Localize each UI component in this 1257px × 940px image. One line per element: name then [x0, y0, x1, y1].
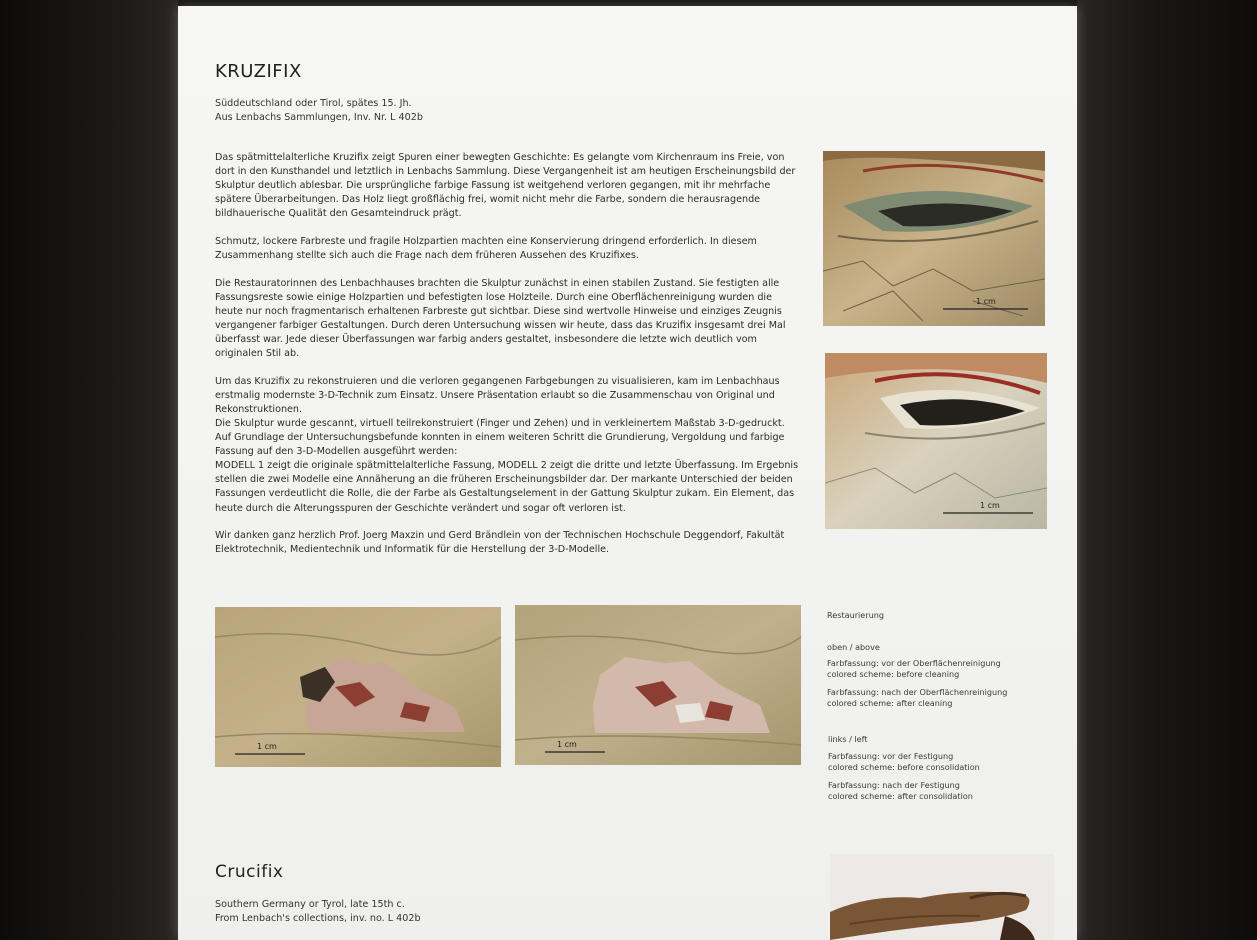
caption-left-item-2 — [828, 780, 973, 802]
scale-label-3: 1 cm — [257, 742, 277, 751]
caption-text-de: Farbfassung: vor der Oberflächenreinigung — [827, 658, 1001, 668]
subtitle — [215, 97, 423, 124]
dark-frame-right — [1077, 0, 1257, 940]
paragraph-history: Das spätmittelalterliche Kruzifix zeigt Spuren einer bewegten Geschichte: Es gelangte vom Kirchenraum ins Freie, von dort in den Kunsthandel und letztlich in Lenbachs Sammlung. Diese Vergangenheit ist am heutigen Erscheinungsbild der Skulptur deutlich ablesbar. Die ursprüngliche farbige Fassung ist weitgehend verloren gegangen, mit ihr mehrfache spätere Überarbeitungen. Das Holz liegt großflächig frei, womit nicht mehr die Farbe, sondern die herausragende bildhauerische Qualität den Gesamteindruck prägt. — [215, 152, 796, 220]
photo-detail-after-consolidation — [515, 605, 801, 765]
paragraph-acknowledgement: Wir danken ganz herzlich Prof. Joerg Maxzin und Gerd Brändlein von der Technischen Hochschule Deggendorf, Fakultät Elektrotechnik, Medientechnik und Informatik für die Herstellung der 3-D-Modelle. — [215, 530, 785, 556]
photo-eye-before-cleaning — [823, 151, 1045, 326]
caption-text-de: Farbfassung: vor der Festigung — [828, 751, 954, 761]
caption-text-en: colored scheme: before cleaning — [827, 669, 960, 679]
subtitle-inventory: Aus Lenbachs Sammlungen, Inv. Nr. L 402b — [215, 111, 423, 123]
caption-left-item-1 — [828, 751, 980, 773]
exhibition-panel — [178, 6, 1077, 940]
photo-sculpture-detail-image — [830, 854, 1054, 940]
english-subtitle-origin: Southern Germany or Tyrol, late 15th c. — [215, 899, 405, 910]
dark-frame-left — [0, 0, 178, 940]
caption-text-de: Farbfassung: nach der Festigung — [828, 780, 960, 790]
caption-above-label: oben / above — [827, 642, 880, 652]
paragraph-restoration: Die Restauratorinnen des Lenbachhauses brachten die Skulptur zunächst in einen stabilen Zustand. Sie festigten alle Fassungsreste sowie einige Holzpartien und befestigten lose Holzteile. Durch eine Oberflächenreinigung wurden die heute nur noch fragmentarisch erhaltenen Farbreste gut sichtbar. Diese sind wertvolle Hinweise und einziges Zeugnis vergangener farbiger Gestaltungen. Durch deren Untersuchung wissen wir heute, dass das Kruzifix insgesamt drei Mal überfasst war. Jede dieser Überfassungen war farbig anders gestaltet, insbesondere die letzte wich deutlich vom originalen Stil ab. — [215, 277, 786, 360]
page-title: KRUZIFIX — [215, 61, 302, 82]
caption-text-de: Farbfassung: nach der Oberflächenreinigung — [827, 687, 1008, 697]
subtitle-origin: Süddeutschland oder Tirol, spätes 15. Jh. — [215, 98, 412, 109]
caption-text-en: colored scheme: after consolidation — [828, 791, 973, 801]
caption-heading: Restaurierung — [827, 610, 884, 620]
english-subtitle — [215, 898, 421, 925]
paragraph-conservation-need: Schmutz, lockere Farbreste und fragile Holzpartien machten eine Konservierung dringend erforderlich. In diesem Zusammenhang stellte sich auch die Frage nach dem früheren Aussehen des Kruzifixes. — [215, 235, 757, 262]
scale-label-4: 1 cm — [557, 740, 577, 749]
photo-eye-before-cleaning-image — [823, 151, 1045, 326]
caption-text-en: colored scheme: before consolidation — [828, 762, 980, 772]
scale-label-1: 1 cm — [976, 297, 996, 306]
photo-detail-before-consolidation-image — [215, 607, 501, 767]
caption-left-label: links / left — [828, 734, 868, 744]
photo-sculpture-detail — [830, 854, 1054, 940]
caption-text-en: colored scheme: after cleaning — [827, 698, 953, 708]
caption-above-item-2 — [827, 687, 1007, 709]
photo-eye-after-cleaning-image — [825, 353, 1047, 529]
photo-eye-after-cleaning — [825, 353, 1047, 529]
english-subtitle-inventory: From Lenbach's collections, inv. no. L 402b — [215, 912, 421, 924]
paragraph-3d-reconstruction: Um das Kruzifix zu rekonstruieren und die verloren gegangenen Farbgebungen zu visualisieren, kam im Lenbachhaus erstmalig modernste 3-D-Technik zum Einsatz. Unsere Präsentation erlaubt so die Zusammenschau von Original und Rekonstruktionen. Die Skulptur wurde gescannt, virtuell teilrekonstruiert (Finger und Zehen) und in verkleinertem Maßstab 3-D-gedruckt. Auf Grundlage der Untersuchungsbefunde konnten in einem weiteren Schritt die Grundierung, Vergoldung und farbige Fassung auf den 3-D-Modellen ausgeführt werden: MODELL 1 zeigt die originale spätmittelalterliche Fassung, MODELL 2 zeigt die dritte und letzte Überfassung. Im Ergebnis stellen die zwei Modelle eine Annäherung an die früheren Erscheinungsbilder dar. Der markante Unterschied der beiden Fassungen verdeutlicht die Rolle, die der Farbe als Gestaltungselement in der Gattung Skulptur zukam. Ein Element, das heute durch die Alterungsspuren der Geschichte verändert und sogar oft verloren ist. — [215, 375, 799, 514]
scale-label-2: 1 cm — [980, 501, 1000, 510]
caption-above-item-1 — [827, 658, 1001, 680]
body-text — [215, 151, 801, 571]
photo-detail-before-consolidation — [215, 607, 501, 767]
photo-detail-after-consolidation-image — [515, 605, 801, 765]
english-title: Crucifix — [215, 862, 284, 882]
